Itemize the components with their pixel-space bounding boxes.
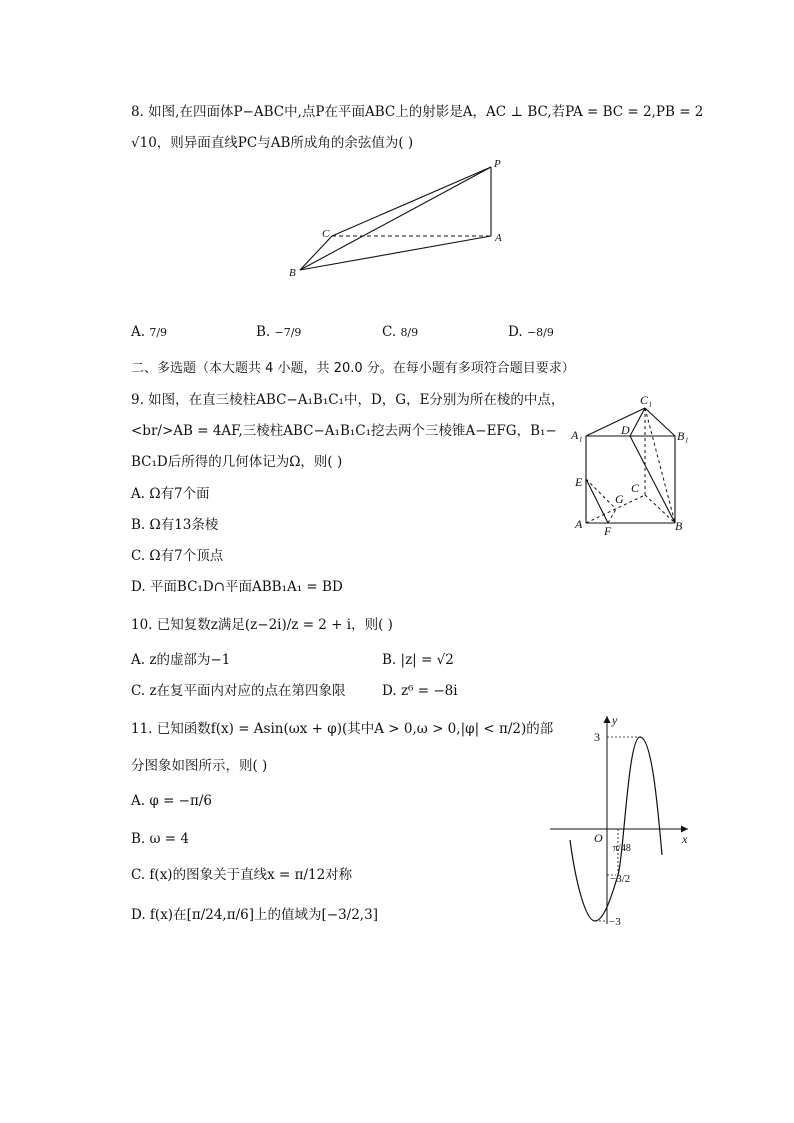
tick-max: 3 <box>594 730 600 744</box>
q8-tetrahedron-figure <box>280 155 510 280</box>
q8-option-b-value: −7/9 <box>274 326 302 339</box>
q11-option-c[interactable]: C. f(x)的图象关于直线x = π/12对称 <box>131 867 353 883</box>
q9-stem-line3: BC₁D后所得的几何体记为Ω，则( ) <box>131 454 343 470</box>
label-E: E <box>575 475 583 489</box>
label-B1: B₁ <box>677 429 689 443</box>
tick-zero: π/48 <box>613 843 631 854</box>
q11-stem-line2: 分图象如图所示，则( ) <box>131 758 268 774</box>
q9-option-b[interactable]: B. Ω有13条棱 <box>131 517 219 533</box>
label-B: B <box>289 267 296 279</box>
q8-stem-line2: √10，则异面直线PC与AB所成角的余弦值为( ) <box>131 135 414 151</box>
q8-option-d-value: −8/9 <box>526 326 554 339</box>
tick-min: −3 <box>609 916 621 928</box>
edge-AB <box>300 236 491 270</box>
label-x: x <box>682 832 688 846</box>
q8-option-c-value: 8/9 <box>400 326 419 339</box>
label-A: A <box>495 232 502 244</box>
label-A1: A₁ <box>571 428 583 442</box>
q10-stem: 10. 已知复数z满足(z−2i)/z = 2 + i，则( ) <box>131 617 393 633</box>
q11-sine-graph <box>550 710 700 930</box>
q8-option-c[interactable]: C. 8/9 <box>382 324 419 340</box>
q11-stem-line1: 11. 已知函数f(x) = Asin(ωx + φ)(其中A > 0,ω > 0,|φ| < π/2)的部 <box>131 721 554 737</box>
q9-option-c[interactable]: C. Ω有7个顶点 <box>131 548 224 564</box>
label-C1: C₁ <box>640 393 653 407</box>
q10-option-b[interactable]: B. |z| = √2 <box>382 652 454 668</box>
q9-option-a[interactable]: A. Ω有7个面 <box>131 486 210 502</box>
q8-stem-line1: 8. 如图,在四面体P−ABC中,点P在平面ABC上的射影是A，AC ⊥ BC,若PA = BC = 2,PB = 2 <box>131 104 704 120</box>
label-A: A <box>575 517 583 531</box>
edge-PC <box>332 167 491 236</box>
q8-option-a-value: 7/9 <box>149 326 168 339</box>
q11-option-d[interactable]: D. f(x)在[π/24,π/6]上的值域为[−3/2,3] <box>131 907 378 923</box>
q9-stem-line2: <br/>AB = 4AF,三棱柱ABC−A₁B₁C₁挖去两个三棱锥A−EFG，B₁− <box>131 423 557 439</box>
q10-option-c[interactable]: C. z在复平面内对应的点在第四象限 <box>131 683 346 699</box>
tick-mid: −3/2 <box>610 873 631 885</box>
q8-option-d[interactable]: D. −8/9 <box>508 324 554 340</box>
label-G: G <box>615 492 624 506</box>
label-C: C <box>631 481 640 495</box>
label-C: C <box>322 228 330 240</box>
label-P: P <box>494 158 501 170</box>
label-origin: O <box>594 831 603 845</box>
q10-option-d[interactable]: D. z⁶ = −8i <box>382 683 458 699</box>
label-y: y <box>612 713 618 727</box>
q9-option-d[interactable]: D. 平面BC₁D∩平面ABB₁A₁ = BD <box>131 579 343 595</box>
label-B: B <box>675 519 683 533</box>
q9-prism-figure <box>565 390 700 540</box>
label-D: D <box>621 423 630 437</box>
label-F: F <box>604 524 612 538</box>
q11-option-b[interactable]: B. ω = 4 <box>131 831 189 847</box>
q8-option-b[interactable]: B. −7/9 <box>256 324 302 340</box>
q11-option-a[interactable]: A. φ = −π/6 <box>131 793 212 809</box>
edge-PB <box>300 167 491 270</box>
q9-stem-line1: 9. 如图，在直三棱柱ABC−A₁B₁C₁中，D，G，E分别为所在棱的中点， <box>131 392 565 408</box>
q8-option-a[interactable]: A. 7/9 <box>131 324 168 340</box>
section-heading-multi-choice: 二、多选题（本大题共 4 小题，共 20.0 分。在每小题有多项符合题目要求） <box>131 361 575 376</box>
q10-option-a[interactable]: A. z的虚部为−1 <box>131 652 231 668</box>
y-axis-arrow <box>604 716 611 723</box>
